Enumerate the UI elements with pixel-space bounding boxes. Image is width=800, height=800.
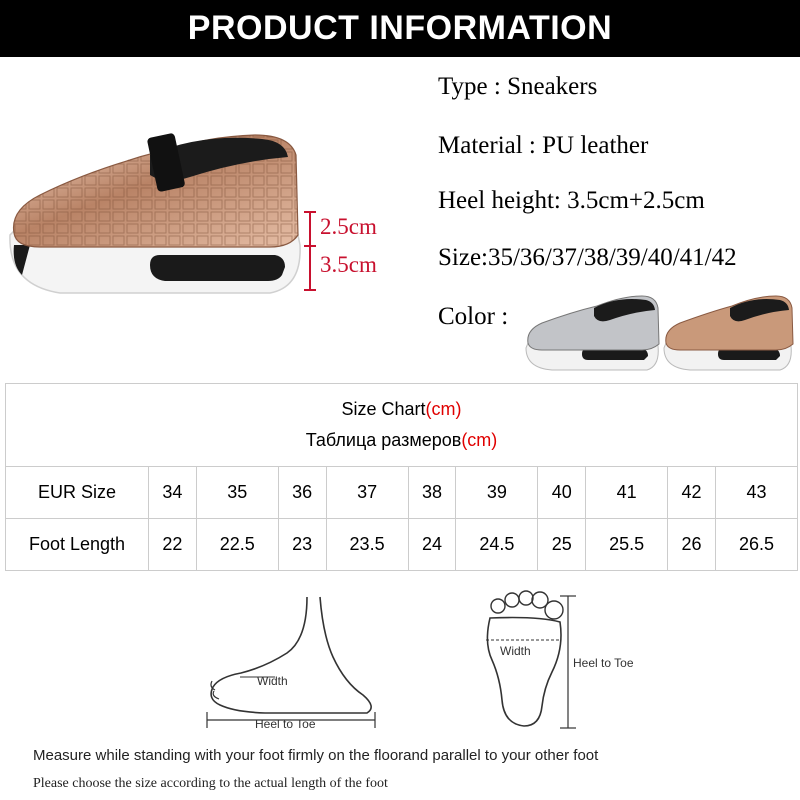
eur-size-cell: 41	[586, 467, 668, 519]
rose-gold-sneaker-image	[0, 115, 310, 325]
spec-color: Color :	[438, 303, 509, 330]
foot-length-row	[6, 519, 798, 571]
size-chart-title-en: Size Chart(cm)	[341, 399, 462, 419]
foot-length-cell: 24	[408, 519, 456, 571]
rose-gold-sneaker-swatch[interactable]	[660, 288, 795, 373]
size-chart-title	[6, 384, 798, 467]
spec-type: Type : Sneakers	[438, 73, 598, 100]
eur-size-cell: 39	[456, 467, 538, 519]
eur-size-row	[6, 467, 798, 519]
side-width-label: Width	[257, 674, 288, 688]
spec-heel-height: Heel height: 3.5cm+2.5cm	[438, 187, 705, 214]
heel-upper-label: 2.5cm	[320, 214, 377, 239]
sole-width-label: Width	[500, 644, 531, 658]
eur-size-cell: 42	[668, 467, 716, 519]
eur-size-cell: 35	[196, 467, 278, 519]
sole-heel-to-toe-label: Heel to Toe	[573, 656, 634, 670]
side-heel-to-toe-label: Heel to Toe	[255, 717, 316, 731]
foot-length-cell: 26.5	[715, 519, 797, 571]
foot-length-cell: 22.5	[196, 519, 278, 571]
foot-length-label: Foot Length	[6, 519, 149, 571]
spec-size: Size:35/36/37/38/39/40/41/42	[438, 244, 737, 271]
eur-size-cell: 37	[326, 467, 408, 519]
size-choice-note: Please choose the size according to the actual length of the foot	[33, 776, 388, 791]
eur-size-cell: 36	[278, 467, 326, 519]
eur-size-cell: 34	[149, 467, 197, 519]
size-chart-table	[5, 383, 798, 571]
foot-side-diagram	[195, 595, 390, 735]
foot-length-cell: 25	[538, 519, 586, 571]
foot-length-cell: 25.5	[586, 519, 668, 571]
silver-sneaker-swatch[interactable]	[522, 288, 662, 373]
size-chart-title-ru: Таблица размеров(cm)	[305, 430, 498, 450]
eur-size-cell: 43	[715, 467, 797, 519]
heel-lower-label: 3.5cm	[320, 252, 377, 277]
eur-size-label: EUR Size	[6, 467, 149, 519]
product-info-banner: PRODUCT INFORMATION	[0, 0, 800, 57]
eur-size-cell: 38	[408, 467, 456, 519]
heel-height-marker	[300, 210, 320, 292]
foot-length-cell: 24.5	[456, 519, 538, 571]
measure-instruction: Measure while standing with your foot firmly on the floorand parallel to your other foot	[33, 747, 599, 764]
foot-length-cell: 23	[278, 519, 326, 571]
foot-length-cell: 23.5	[326, 519, 408, 571]
foot-length-cell: 22	[149, 519, 197, 571]
spec-material: Material : PU leather	[438, 132, 649, 159]
foot-length-cell: 26	[668, 519, 716, 571]
foot-sole-diagram	[478, 588, 678, 733]
eur-size-cell: 40	[538, 467, 586, 519]
